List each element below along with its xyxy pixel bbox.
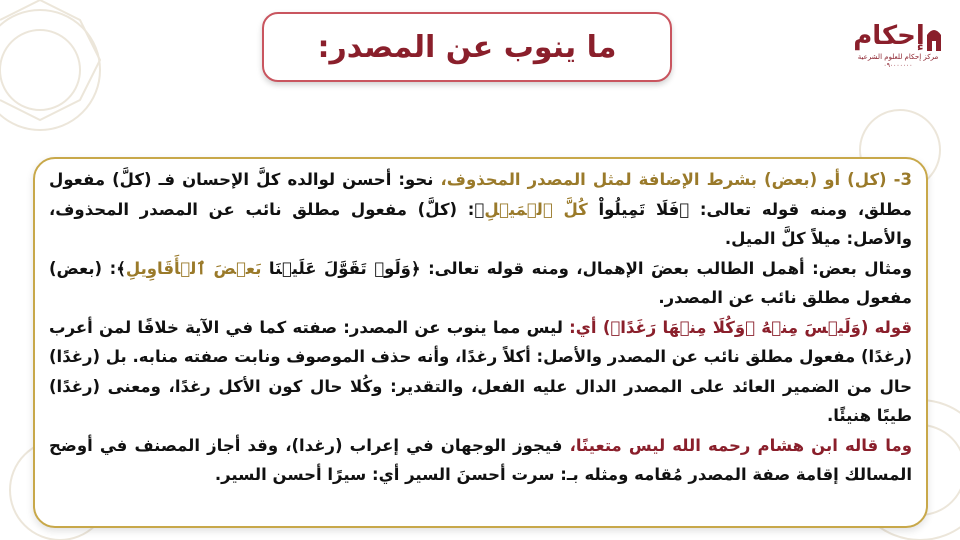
- paragraph-text: ليس مما ينوب عن المصدر: صفته كما في الآية خلافًا لمن أعرب (رغدًا) مفعول مطلق نائب عن المصدر والأصل: أكلاً رغدًا، وأنه حذف الموصوف ونابت صفته منابه. بل (رغدًا) حال من الضمير العائد على المصدر الدال عليه الفعل، والتقدير: وكُلا حال كون الأكل رغدًا، ومعنى (رغدًا) طيبًا هنيئًا.: [49, 317, 912, 425]
- paragraph-text: ومثال بعض: أهمل الطالب بعضَ الإهمال، ومنه قوله تعالى:: [420, 258, 913, 278]
- paragraph-raghadan: [49, 313, 912, 431]
- paragraph-heading: قوله (وَلَيۡسَ مِنۡهُ ﴿وَكُلَا مِنۡهَا رَغَدًا﴾) أي:: [562, 317, 913, 337]
- quran-verse-highlight: بَعۡضَ ٱلۡأَقَاوِيلِ: [125, 258, 262, 278]
- paragraph-kull-baad: [49, 165, 912, 254]
- paragraph-heading: وما قاله ابن هشام رحمه الله ليس متعينًا،: [562, 435, 912, 455]
- quran-verse-highlight: كُلَّ ٱلۡمَيۡلِ: [484, 199, 588, 219]
- point-heading: (كل) أو (بعض) بشرط الإضافة لمثل المصدر المحذوف،: [433, 170, 887, 189]
- paragraph-text: فيجوز الوجهان في إعراب (رغدا)، وقد أجاز المصنف في أوضح المسالك إقامة صفة المصدر مُقامه ومثله بـ: سرت أحسنَ السير أي: سيرًا أحسن السير.: [49, 435, 912, 484]
- content-box: [33, 157, 928, 528]
- point-number: 3-: [886, 170, 912, 189]
- mosque-icon: [925, 25, 943, 51]
- paragraph-text: : (كلَّ) مفعول مطلق نائب عن المصدر المحذوف، والأصل: ميلاً كلَّ الميل.: [49, 199, 912, 248]
- page-title: ما ينوب عن المصدر:: [317, 29, 617, 65]
- quran-verse-close: ﴾: [474, 199, 485, 219]
- logo-name: إحكام: [853, 21, 925, 51]
- title-box: [262, 12, 672, 82]
- lesson-text: [49, 165, 912, 490]
- logo-subtitle: مركز إحكام للعلوم الشرعية: [857, 52, 939, 61]
- quran-verse: ﴿وَلَوۡ تَقَوَّلَ عَلَيۡنَا: [261, 258, 421, 278]
- paragraph-text: نحو: أحسن لوالده كلَّ الإحسان فـ (كلَّ) مفعول مطلق، ومنه قوله تعالى:: [49, 170, 912, 219]
- quran-verse: ﴿فَلَا تَمِيلُواْ: [587, 199, 690, 219]
- paragraph-text: : (بعض) مفعول مطلق نائب عن المصدر.: [49, 258, 912, 307]
- logo-phone: ٠٩٠٠٠٠٠٠٠: [883, 61, 913, 69]
- logo-wordmark: [853, 22, 943, 51]
- quran-verse-close: ﴾: [116, 258, 126, 278]
- paragraph-baad-example: [49, 254, 912, 313]
- logo: [853, 21, 940, 102]
- paragraph-ibn-hisham: [49, 431, 912, 490]
